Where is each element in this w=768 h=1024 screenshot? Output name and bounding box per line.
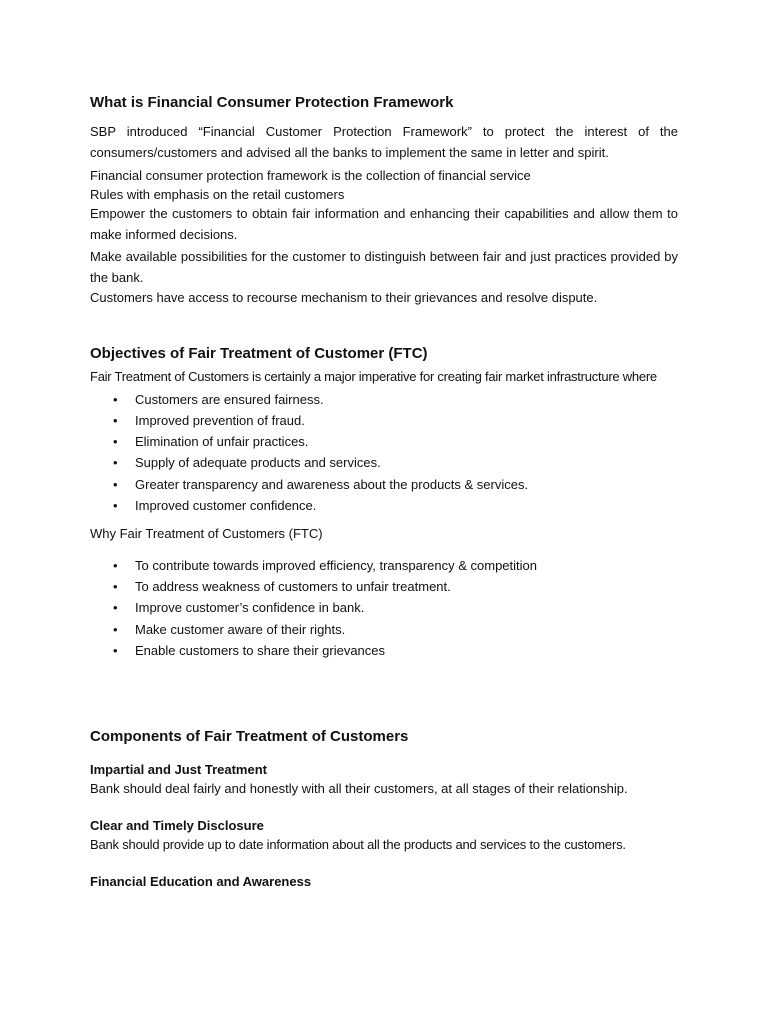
list-item	[90, 640, 678, 661]
list-item-text: Make customer aware of their rights.	[135, 621, 346, 637]
list-item-text: Enable customers to share their grievances	[135, 642, 386, 658]
component-item	[90, 872, 678, 891]
bullet-icon: •	[113, 642, 118, 658]
paragraph: Rules with emphasis on the retail customers	[90, 187, 345, 202]
list-item	[90, 410, 678, 431]
section-consumer-protection	[90, 92, 678, 309]
paragraph: Financial consumer protection framework is the collection of financial service	[90, 168, 531, 183]
list-item-text: Improve customer’s confidence in bank.	[135, 600, 365, 616]
component-item	[90, 816, 678, 854]
section-heading: What is Financial Consumer Protection Framework	[90, 94, 454, 111]
paragraph: Empower the customers to obtain fair information and enhancing their capabilities and allow them to make informed decisions.	[90, 206, 678, 242]
bullet-icon: •	[113, 412, 118, 428]
component-title: Impartial and Just Treatment	[90, 762, 267, 777]
list-item-text: To address weakness of customers to unfair treatment.	[135, 579, 451, 595]
section-heading: Objectives of Fair Treatment of Customer (FTC)	[90, 345, 428, 362]
why-ftc-label: Why Fair Treatment of Customers (FTC)	[90, 526, 323, 542]
list-item-text: Improved customer confidence.	[135, 497, 317, 513]
list-item-text: Improved prevention of fraud.	[135, 412, 305, 428]
bullet-icon: •	[113, 557, 118, 573]
list-item	[90, 619, 678, 640]
list-item	[90, 555, 678, 576]
list-item-text: To contribute towards improved efficiency, transparency & competition	[135, 557, 537, 573]
list-item	[90, 495, 678, 516]
bullet-icon: •	[113, 600, 118, 616]
paragraph: SBP introduced “Financial Customer Protection Framework” to protect the interest of the consumers/customers and advised all the banks to implement the same in letter and spirit.	[90, 124, 678, 160]
list-item-text: Customers are ensured fairness.	[135, 391, 324, 407]
list-item	[90, 431, 678, 452]
component-text: Bank should provide up to date information about all the products and services to the customers.	[90, 837, 626, 852]
bullet-icon: •	[113, 434, 118, 450]
component-title: Clear and Timely Disclosure	[90, 818, 264, 833]
bullet-icon: •	[113, 391, 118, 407]
list-item	[90, 576, 678, 597]
list-item-text: Elimination of unfair practices.	[135, 434, 309, 450]
why-ftc-list	[90, 555, 678, 661]
paragraph: Customers have access to recourse mechanism to their grievances and resolve dispute.	[90, 290, 598, 305]
bullet-icon: •	[113, 476, 118, 492]
list-item-text: Supply of adequate products and services.	[135, 455, 381, 471]
paragraph: Fair Treatment of Customers is certainly a major imperative for creating fair market infrastructure where	[90, 369, 657, 384]
component-title: Financial Education and Awareness	[90, 874, 312, 889]
component-text: Bank should deal fairly and honestly with all their customers, at all stages of their relationship.	[90, 781, 628, 796]
list-item	[90, 474, 678, 495]
paragraph: Make available possibilities for the customer to distinguish between fair and just practices provided by the bank.	[90, 249, 678, 285]
list-item-text: Greater transparency and awareness about the products & services.	[135, 476, 529, 492]
bullet-icon: •	[113, 579, 118, 595]
section-heading: Components of Fair Treatment of Customers	[90, 728, 409, 745]
list-item	[90, 597, 678, 618]
list-item	[90, 452, 678, 473]
bullet-icon: •	[113, 497, 118, 513]
bullet-icon: •	[113, 455, 118, 471]
section-ftc-components	[90, 726, 678, 891]
list-item	[90, 389, 678, 410]
bullet-icon: •	[113, 621, 118, 637]
objectives-list	[90, 389, 678, 517]
section-ftc-objectives	[90, 343, 678, 661]
component-item	[90, 760, 678, 798]
